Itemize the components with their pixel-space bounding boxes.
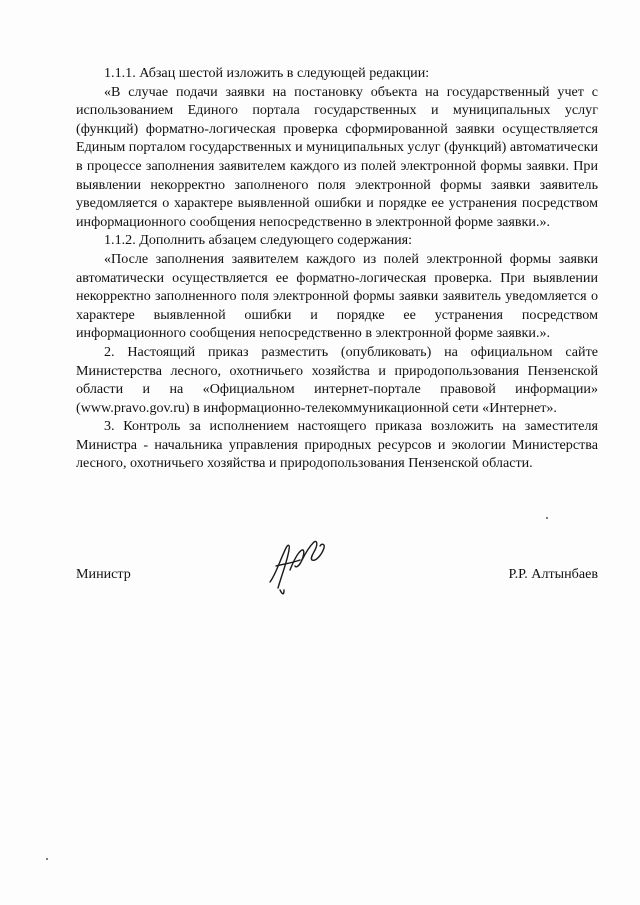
paragraph-1-1-2-heading: 1.1.2. Дополнить абзацем следующего содержания: xyxy=(104,232,413,249)
paragraph-1-1-1-text: «В случае подачи заявки на постановку объекта на государственный учет с использованием Единого портала государственных и муниципальных услуг (функций) форматно-логическая проверка сформированной заявки осуществляется Единым порталом государственных и муниципальных услуг (функций) автоматически в процессе заполнения заявителем каждого из полей электронной формы заявки. При выявлении некорректно заполненого поля электронной формы заявки заявитель уведомляется о характере выявленной ошибки и порядке ее устранения посредством информационного сообщения непосредственно в электронной форме заявки.». xyxy=(76,83,598,230)
signer-name: Р.Р. Алтынбаев xyxy=(508,566,598,582)
paragraph-1-1-2-text: «После заполнения заявителем каждого из полей электронной формы заявки автоматически осуществляется ее форматно-логическая проверка. При выявлении некорректно заполненного поля электронной формы заявки заявитель уведомляется о характере выявленной ошибки и порядке ее устранения посредством информационного сообщения непосредственно в электронной форме заявки.». xyxy=(76,250,598,342)
scan-speck xyxy=(546,517,548,519)
scan-speck xyxy=(46,858,48,860)
signer-position: Министр xyxy=(76,566,131,582)
paragraph-2-publication: 2. Настоящий приказ разместить (опубликовать) на официальном сайте Министерства лесного, охотничьего хозяйства и природопользования Пензенской области и на «Официальном интернет-портале правовой информации» (www.pravo.gov.ru) в информационно-телекоммуникационной сети «Интернет». xyxy=(76,343,598,416)
paragraph-3-control: 3. Контроль за исполнением настоящего приказа возложить на заместителя Министра - начальника управления природных ресурсов и экологии Министерства лесного, охотничьего хозяйства и природопользования Пензенской области. xyxy=(76,418,598,472)
handwritten-signature xyxy=(262,530,334,598)
signature-row xyxy=(76,558,598,598)
document-body xyxy=(76,64,598,473)
paragraph-1-1-1-heading: 1.1.1. Абзац шестой изложить в следующей редакции: xyxy=(104,65,430,81)
